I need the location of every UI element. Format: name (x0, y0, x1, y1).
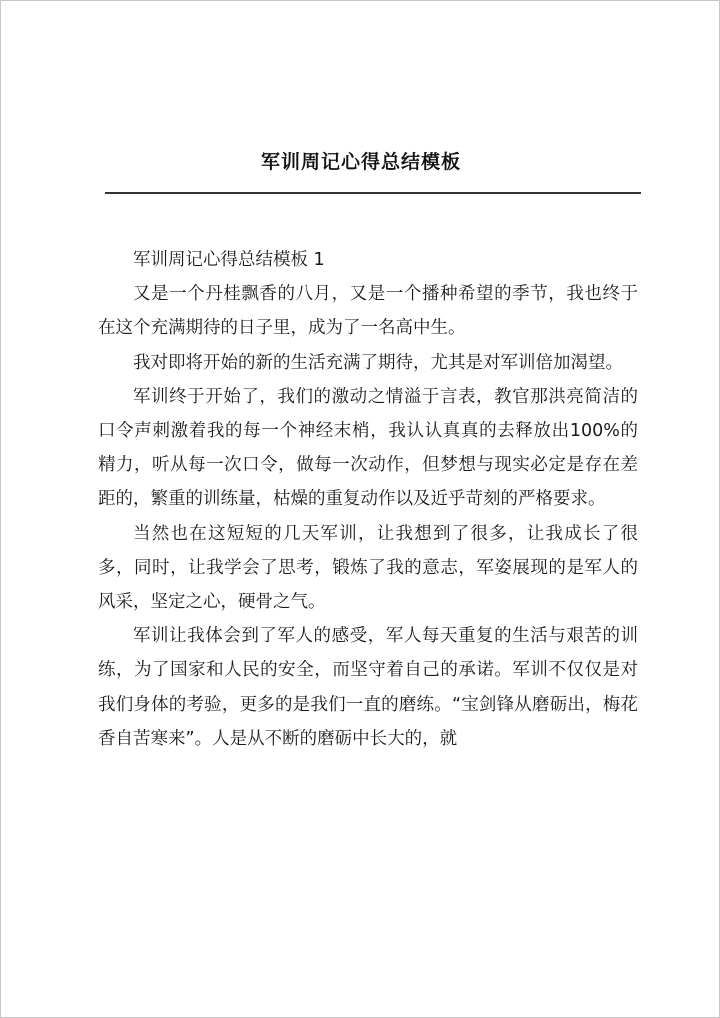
section-subtitle: 军训周记心得总结模板 1 (133, 250, 325, 270)
document-body (98, 243, 638, 756)
paragraph: 军训让我体会到了军人的感受，军人每天重复的生活与艰苦的训练，为了国家和人民的安全，而坚守着自己的承诺。军训不仅仅是对我们身体的考验，更多的是我们一直的磨练。“宝剑锋从磨砺出，梅花香自苦寒来”。人是从不断的磨砺中长大的，就 (98, 626, 638, 749)
paragraph: 当然也在这短短的几天军训，让我想到了很多，让我成长了很多，同时，让我学会了思考，锻炼了我的意志，军姿展现的是军人的风采，坚定之心，硬骨之气。 (98, 523, 638, 613)
paragraph: 军训终于开始了，我们的激动之情溢于言表，教官那洪亮简洁的口令声刺激着我的每一个神经末梢，我认认真真的去释放出100%的精力，听从每一次口令，做每一次动作，但梦想与现实必定是存在差距的，繁重的训练量，枯燥的重复动作以及近乎苛刻的严格要求。 (98, 386, 638, 510)
title-divider (105, 192, 641, 194)
document-title: 军训周记心得总结模板 (260, 151, 461, 173)
paragraph: 又是一个丹桂飘香的八月，又是一个播种希望的季节，我也终于在这个充满期待的日子里，成为了一名高中生。 (98, 284, 638, 339)
paragraph: 我对即将开始的新的生活充满了期待，尤其是对军训倍加渴望。 (133, 352, 623, 373)
